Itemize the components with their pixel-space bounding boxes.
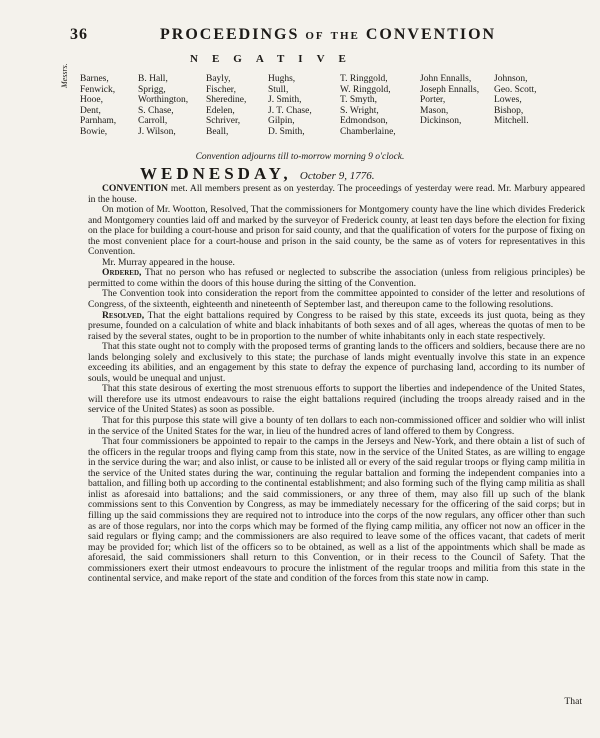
names-column [268,74,340,138]
voter-name: Chamberlaine, [340,126,396,137]
paragraph [88,268,585,289]
running-title: PROCEEDINGS of the CONVENTION [160,26,497,43]
paragraph-text: That four commissioners be appointed to repair to the camps in the Jerseys and New-York, and there obtain a list of such of the officers in the regular troops and flying camp from this state, now in the service of the United States, as are willing to engage in the service during the war; and also inlist, or cause to be inlisted all or every of the said regular troops or flying camp militia in the service of the United states during the war, continuing the regular battalion and forming the independent companies into a battalion, and filling both up according to the continental establishment; and also forming such of the flying camp militia as shall inlist as aforesaid into battalions; and the said commissioners, or any three of them, may also fill up such of the blank commissions sent to this Convention by Congress, as may be immediately necessary for the officering of the said corps; but in filling up the said commissions they are required not to introduce into the corps of the now regulars, any officer other than such as are of those regulars, nor into the corps which may be formed of the flying camp militia, any officer not now an officer in the said regulars or flying camp; and the commissioners are also required to leave some of the offices vacant, that cadets of merit may be provided for; which list of the officers so to be obtained, as well as a list of the appointments which shall be made as aforesaid, the said commissioners shall return to this Convention, or in their recess to the Council of Safety. That the commissioners exert their utmost endeavours to procure the inlistment of the regular troops and militia from this state in the continental service, and make report of the state and condition of the forces from this state now in camp. [88,436,585,585]
voter-name: John Ennalls, [420,74,472,84]
messrs-label: Messrs. [60,63,69,88]
voter-name: J. Wilson, [138,126,176,137]
voter-name: Geo. Scott, [494,84,537,95]
dateline-day: WEDNESDAY, [140,164,292,183]
names-column [206,74,268,138]
paragraph-lead: Resolved, [102,309,145,321]
voter-name: Mason, [420,105,449,116]
voter-name: Barnes, [80,74,109,84]
names-column [80,74,138,138]
voter-name: Fischer, [206,84,236,95]
voter-name: W. Ringgold, [340,84,391,95]
voter-name: T. Ringgold, [340,74,388,84]
voter-name: J. T. Chase, [268,105,312,116]
voter-name: Fenwick, [80,84,116,95]
negatives-heading: NEGATIVE [190,53,360,65]
dateline-date: October 9, 1776. [299,170,375,182]
voter-name: Beall, [206,126,229,137]
voter-name: Edmondson, [340,116,388,127]
voter-name: Mitchell. [494,116,529,127]
voter-name: Dent, [80,105,101,116]
voter-name: S. Wright, [340,105,379,116]
voter-name: Porter, [420,95,446,106]
paragraph-text: The Convention took into consideration the report from the committee appointed to consider of the letter and resolutions of Congress, of the sixteenth, eighteenth and nineteenth of September last, and thereupon came to the following resolutions. [88,288,585,311]
voter-name: Bowie, [80,126,108,137]
page-header [70,26,580,48]
voter-name: Hughs, [268,74,296,84]
paragraph-text: That for this purpose this state will give a bounty of ten dollars to each non-commissioned officer and soldier who will inlist in the service of the United States for the war, in lieu of the hundred acres of land offered to them by Congress. [88,415,585,437]
voter-name: Parnham, [80,116,117,127]
paragraph [88,384,585,416]
voter-name: Johnson, [494,74,528,84]
voter-name: Gilpin, [268,116,295,127]
paragraph-text: Mr. Murray appeared in the house. [102,256,235,268]
voter-name: Carroll, [138,116,168,127]
paragraph [88,311,585,343]
paragraph [88,205,585,258]
voter-name: J. Smith, [268,95,302,106]
voter-name: Dickinson, [420,116,462,127]
voter-name: S. Chase, [138,105,174,116]
voter-name: Hooe, [80,95,103,106]
voter-name: Stull, [268,84,289,95]
voter-name: T. Smyth, [340,95,378,106]
voter-name: Sheredine, [206,95,247,106]
paragraph-lead: CONVENTION [102,183,169,194]
names-column [420,74,494,138]
names-column [340,74,420,138]
paragraph [88,416,585,437]
voter-name: B. Hall, [138,74,168,84]
adjournment-note: Convention adjourns till to-morrow morning 9 o'clock. [195,152,405,162]
voter-name: Lowes, [494,95,522,106]
voter-name: Bishop, [494,105,524,116]
paragraph-text: That no person who has refused or neglected to subscribe the association (unless from religious principles) be permitted to come within the doors of this house during the sitting of the Convention. [88,267,585,289]
paragraph-text: That the eight battalions required by Congress to be raised by this state, exceeds its just quota, being as they presume, founded on a calculation of white and black inhabitants of both sexes and of all ages, whereas the quotas of men to be raised by the several states, ought to be in proportion to the number of white inhabitants only in each state respectively. [88,309,585,342]
page-number: 36 [70,26,88,43]
voter-name: Bayly, [206,74,231,84]
proceedings-text [88,184,585,585]
voter-name: Worthington, [138,95,189,106]
voter-name: Schriver, [206,116,241,127]
paragraph [88,342,585,384]
voter-name: Edelen, [206,105,235,116]
paragraph-text: On motion of Mr. Wootton, Resolved, That the commissioners for Montgomery county have the line which divides Frederick and Montgomery counties laid off and marked by the surveyor of Frederick county, at least ten days before the election for fixing on the place for building a court-house and prison for said county, and that the qualification of voters for the purpose of fixing on the most convenient place for a court-house and prison in the said county, be the same as of voters for representatives in this Convention. [88,204,585,258]
paragraph-text: That this state ought not to comply with the proposed terms of granting lands to the officers and soldiers, because there are no lands belonging solely and exclusively to this state; the purchase of lands might eventually involve this state in an expence exceeding its abilities, and an engagement by this state to defray the expence of purchasing land, according to its number of souls, would be unequal and unjust. [88,341,585,384]
negative-voters-list [80,74,585,138]
paragraph-text: met. All members present as on yesterday. The proceedings of yesterday were read. Mr. Marbury appeared in the house. [88,183,585,205]
names-column [494,74,562,138]
paragraph [88,437,585,585]
paragraph [88,184,585,205]
catchword: That [564,696,582,707]
paragraph-text: That this state desirous of exerting the most strenuous efforts to support the liberties and independence of the United States, will therefore use its utmost endeavours to raise the eight battalions required (including the troops already raised and in the service of the United States) as soon as possible. [88,383,585,416]
voter-name: Joseph Ennalls, [420,84,480,95]
dateline [140,164,580,184]
voter-name: Sprigg, [138,84,166,95]
paragraph [88,289,585,310]
voter-name: D. Smith, [268,126,305,137]
paragraph-lead: Ordered, [102,267,142,279]
names-column [138,74,206,138]
